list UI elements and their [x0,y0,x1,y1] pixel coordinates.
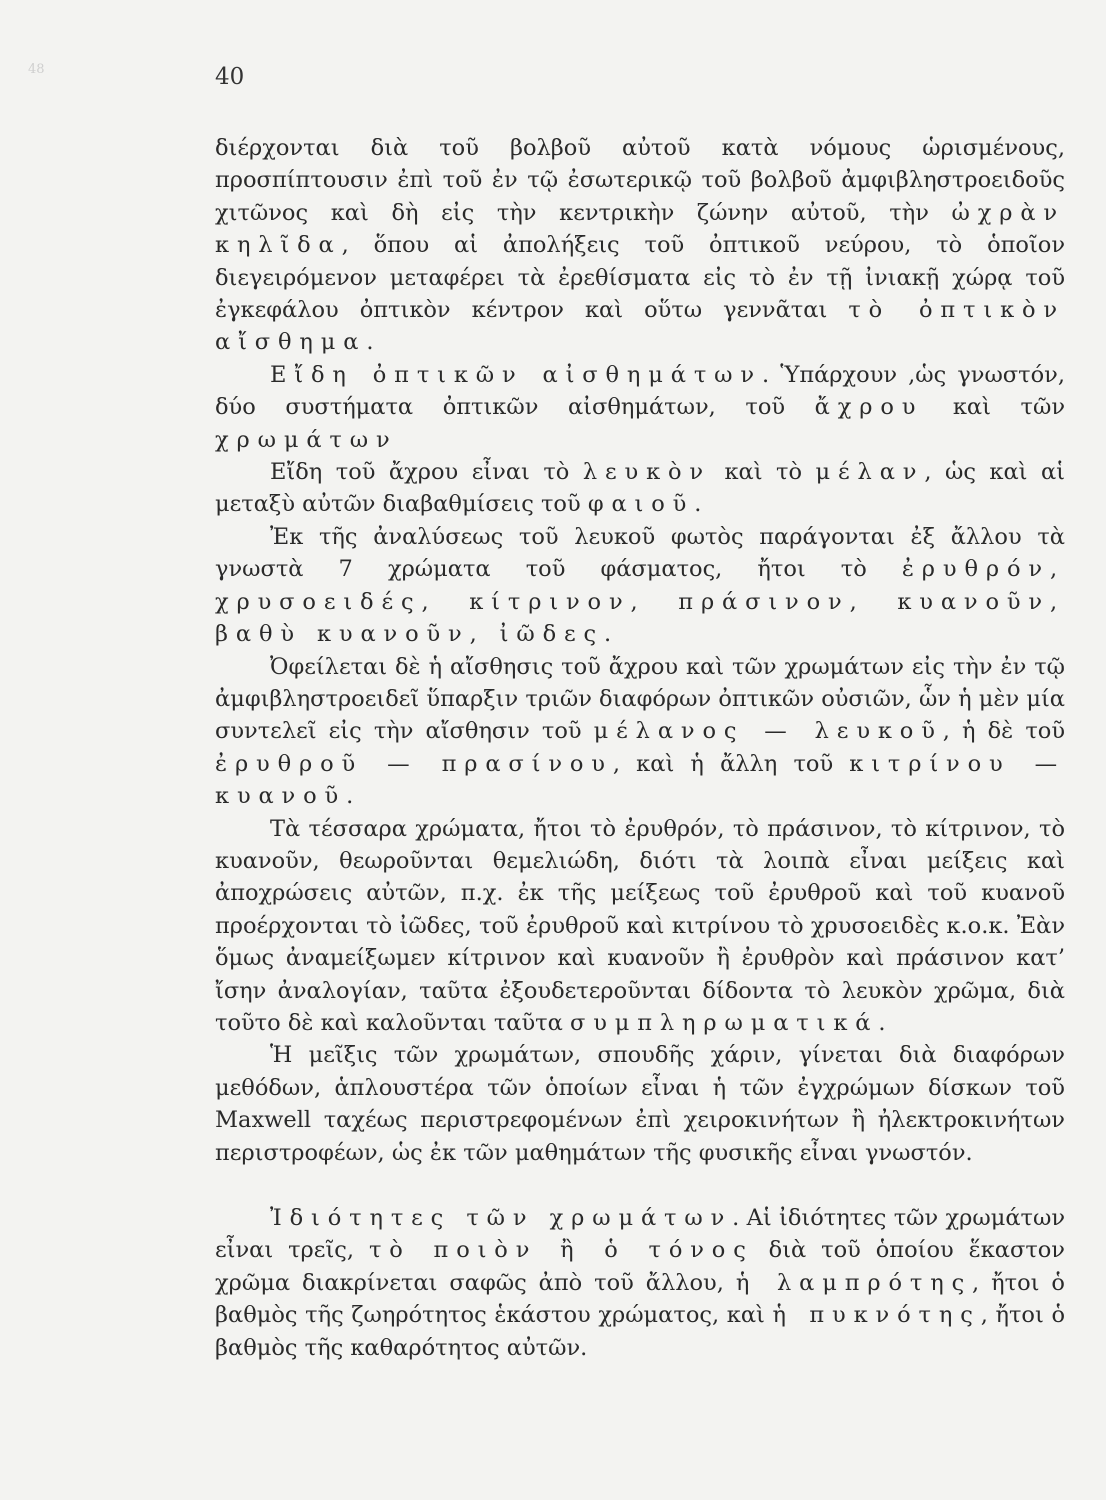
spaced-emphasis: μέλανος — λευκοῦ [593,718,943,745]
spaced-emphasis: ὠχρὰν κηλῖδα [215,199,1065,259]
spaced-emphasis: χρωμάτων [215,426,398,453]
body-text [215,132,1065,1364]
spaced-emphasis: κιτρίνου — κυανοῦ [215,750,1066,810]
text-run: Τὰ τέσσαρα χρώματα, ἤτοι τὸ ἐρυθρόν, τὸ πράσινον, τὸ κίτρινον, τὸ κυανοῦν, θεωροῦνται θεμελιώδη, διότι τὰ λοιπὰ εἶναι μείξεις καὶ ἀποχρώσεις αὐτῶν, π.χ. ἐκ τῆς μείξεως τοῦ ἐρυθροῦ καὶ τοῦ κυανοῦ προέρχονται τὸ ἰῶδες, τοῦ ἐρυθροῦ καὶ κιτρίνου τὸ χρυσοειδὲς κ.ο.κ. Ἐὰν ὅμως ἀναμείξωμεν κίτρινον καὶ κυανοῦν ἢ ἐρυθρὸν καὶ πράσινον κατ’ ἴσην ἀναλογίαν, ταῦτα ἐξουδετεροῦνται δίδοντα τὸ λευκὸν χρῶμα, διὰ τοῦτο δὲ καὶ καλοῦνται ταῦτα [215,815,1065,1036]
text-run: , ὅπου αἱ ἀπολήξεις τοῦ ὀπτικοῦ νεύρου, τὸ ὁποῖον διεγειρόμενον μεταφέρει τὰ ἐρεθίσματα εἰς τὸ ἐν τῇ ἰνιακῇ χώρᾳ τοῦ ἐγκεφάλου ὀπτικὸν κέντρον καὶ οὕτω γεννᾶται [215,232,1065,324]
spaced-emphasis: φαιοῦ [587,491,695,518]
text-run: , καὶ ἡ ἄλλη τοῦ [612,750,850,777]
text-run: Εἴδη τοῦ ἄχρου εἶναι τὸ [270,459,583,486]
paragraph-p7 [215,1039,1065,1169]
text-run: διὰ τοῦ ὁποίου ἕκαστον χρῶμα διακρίνεται σαφῶς ἀπὸ τοῦ ἄλλου, [215,1237,1065,1296]
paragraph-p5 [215,651,1065,813]
text-run: . [604,621,612,648]
spaced-emphasis: Εἴδη ὀπτικῶν αἰσθημάτων [270,361,762,388]
text-run: . [878,1009,886,1036]
spaced-emphasis: συμπληρωματικά [569,1009,879,1036]
text-run: . Ὑπάρχουν ,ὡς γνωστόν, δύο συστήματα ὀπτικῶν αἰσθημάτων, τοῦ [215,361,1065,421]
text-run: , ἤτοι ὁ βαθμὸς τῆς καθαρότητος αὐτῶν. [215,1302,1065,1361]
spaced-emphasis: τὸ ὀπτικὸν αἴσθημα [215,297,1065,356]
text-run: . [366,329,374,356]
text-run: Ἐκ τῆς ἀναλύσεως τοῦ λευκοῦ φωτὸς παράγονται ἐξ ἄλλου τὰ γνωστὰ 7 χρώματα τοῦ φάσματος, ἤτοι τὸ [215,523,1065,583]
text-run: . [694,491,702,518]
paragraph-p4 [215,521,1065,651]
paragraph-p1 [215,132,1065,359]
text-run: . Αἱ ἰδιότητες τῶν χρωμάτων εἶναι τρεῖς, [215,1205,1065,1264]
paragraph-p3 [215,456,1065,521]
spaced-emphasis: μέλαν [815,459,925,486]
text-run: . [346,783,354,810]
text-run: , ὡς καὶ αἱ μεταξὺ αὐτῶν διαβαθμίσεις τοῦ [215,459,1065,518]
spaced-emphasis: τὸ ποιὸν ἢ ὁ τόνος [368,1237,754,1264]
spaced-emphasis: ἡ λαμπρότης [735,1269,973,1296]
text-run: καὶ τῶν [923,394,1065,421]
paragraph-p6 [215,813,1065,1040]
text-run: , ἡ δὲ τοῦ [942,718,1066,745]
margin-page-mark: 48 [28,62,45,77]
text-run: διέρχονται διὰ τοῦ βολβοῦ αὐτοῦ κατὰ νόμους ὡρισμένους, προσπίπτουσιν ἐπὶ τοῦ ἐν τῷ ἐσωτερικῷ τοῦ βολβοῦ ἀμφιβληστροειδοῦς χιτῶνος καὶ δὴ εἰς τὴν κεντρικὴν ζώνην αὐτοῦ, τὴν [215,135,1065,226]
spaced-emphasis: ἐρυθροῦ — πρασίνου [215,750,613,777]
paragraph-p8 [215,1202,1065,1364]
text-run: , ἤτοι ὁ βαθμὸς τῆς ζωηρότητος ἑκάστου χρώματος, καὶ [215,1269,1065,1329]
spaced-emphasis: Ἰδιότητες τῶν χρωμάτων [270,1205,733,1231]
spaced-emphasis: ἐρυθρόν, χρυσοειδές, κίτρινον, πράσινον, κυανοῦν, βαθὺ κυανοῦν, ἰῶδες [215,556,1065,648]
spaced-emphasis: ἡ πυκνότης [772,1302,981,1329]
spaced-emphasis: λευκὸν [582,459,711,486]
text-run: Ὀφείλεται δὲ ἡ αἴσθησις τοῦ ἄχρου καὶ τῶν χρωμάτων εἰς τὴν ἐν τῷ ἀμφιβληστροειδεῖ ὕπαρξιν τριῶν διαφόρων ὀπτικῶν οὐσιῶν, ὧν ἡ μὲν μία συντελεῖ εἰς τὴν αἴσθησιν τοῦ [215,653,1065,745]
spaced-emphasis: ἄχρου [814,394,924,421]
text-run: καὶ τὸ [710,459,816,486]
paragraph-p2 [215,359,1065,456]
text-run: Ἡ μεῖξις τῶν χρωμάτων, σπουδῆς χάριν, γίνεται διὰ διαφόρων μεθόδων, ἁπλουστέρα τῶν ὁποίων εἶναι ἡ τῶν ἐγχρώμων δίσκων τοῦ Maxwell ταχέως περιστρεφομένων ἐπὶ χειροκινήτων ἢ ἠλεκτροκινήτων περιστροφέων, ὡς ἐκ τῶν μαθημάτων τῆς φυσικῆς εἶναι γνωστόν. [215,1042,1065,1166]
page-number: 40 [215,64,245,90]
